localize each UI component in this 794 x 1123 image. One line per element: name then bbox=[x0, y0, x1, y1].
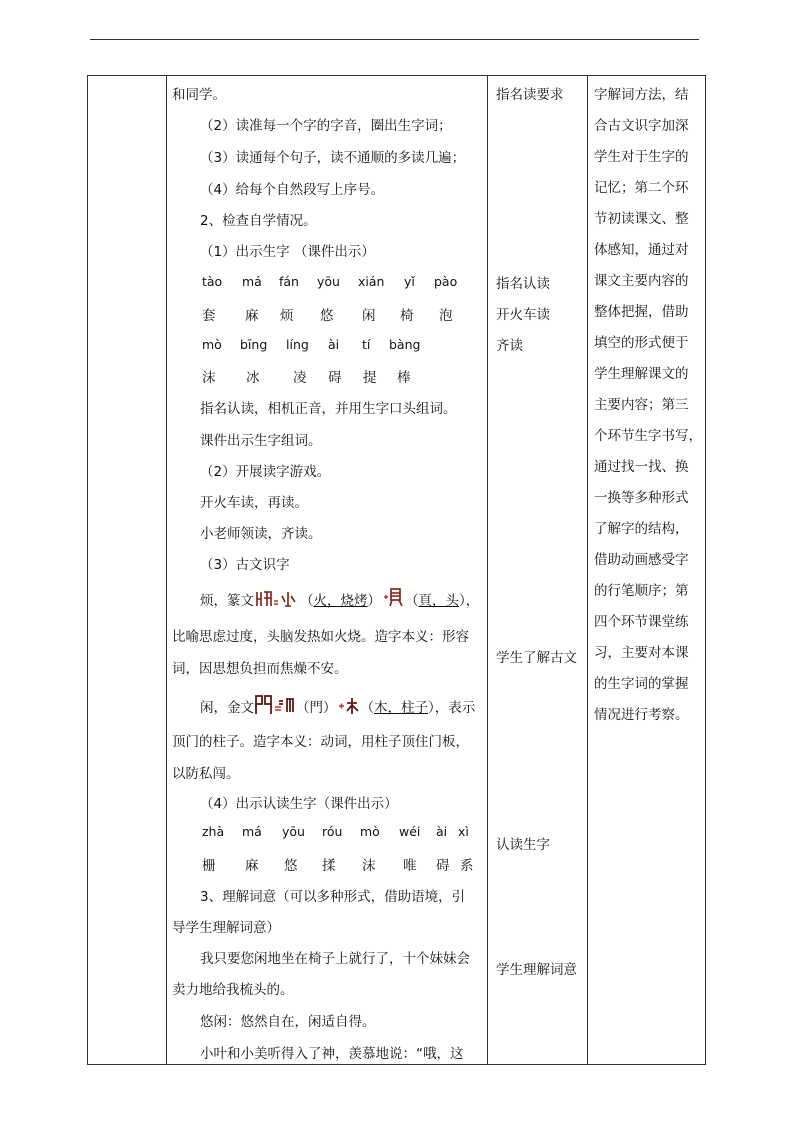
text-line: 小老师领读，齐读。 bbox=[200, 526, 322, 542]
text-line: （2）读准每一个字的字音，圈出生字词； bbox=[200, 118, 452, 134]
xian-text-b: （門） bbox=[296, 700, 337, 716]
xian-text-c: （ bbox=[360, 700, 374, 716]
seal-script-fan-fire-icon bbox=[255, 590, 299, 612]
text-line: 顶门的柱子。造字本义：动词，用柱子顶住门板， bbox=[172, 734, 469, 750]
pinyin-item: xián bbox=[358, 274, 385, 289]
activity-label: 指名读要求 bbox=[496, 87, 564, 103]
character-item: 揉 bbox=[322, 858, 336, 874]
activity-label: 指名认读 bbox=[496, 276, 550, 292]
activity-label: 开火车读 bbox=[496, 307, 550, 323]
text-line: 词，因思想负担而焦燥不安。 bbox=[172, 661, 348, 677]
text-line: 比喻思虑过度，头脑发热如火烧。造字本义：形容 bbox=[172, 629, 469, 645]
table-divider-1 bbox=[166, 75, 167, 1065]
note-line: 整体把握，借助 bbox=[594, 304, 689, 320]
text-line: 2、检查自学情况。 bbox=[200, 213, 317, 229]
character-item: 碍 bbox=[436, 858, 450, 874]
text-line: 以防私闯。 bbox=[172, 766, 240, 782]
pinyin-item: yǐ bbox=[404, 274, 415, 289]
character-item: 凌 bbox=[293, 370, 307, 386]
fan-text-d: ） bbox=[367, 593, 381, 609]
text-line: （4）给每个自然段写上序号。 bbox=[200, 182, 385, 198]
table-divider-3 bbox=[587, 75, 588, 1065]
pinyin-item: ài bbox=[328, 337, 340, 352]
character-item: 麻 bbox=[245, 858, 259, 874]
character-item: 栅 bbox=[202, 858, 216, 874]
note-line: 借助动画感受字 bbox=[594, 552, 689, 568]
fan-text-f: 頁，头 bbox=[418, 593, 459, 609]
pinyin-item: wéi bbox=[399, 824, 421, 839]
pinyin-item: tào bbox=[202, 274, 223, 289]
text-line: 我只要您闲地坐在椅子上就行了，十个妹妹会 bbox=[200, 951, 470, 967]
note-line: 个环节生字书写， bbox=[594, 428, 702, 444]
pinyin-item: líng bbox=[286, 337, 309, 352]
character-item: 冰 bbox=[246, 370, 260, 386]
pinyin-item: fán bbox=[279, 274, 299, 289]
fan-text-a: 烦，篆文 bbox=[200, 593, 254, 609]
text-line: 课件出示生字组词。 bbox=[200, 433, 322, 449]
note-line: 一换等多种形式 bbox=[594, 490, 689, 506]
character-item: 沫 bbox=[362, 858, 376, 874]
table-divider-2 bbox=[487, 75, 488, 1065]
note-line: 体感知，通过对 bbox=[594, 242, 689, 258]
pinyin-item: yōu bbox=[317, 274, 340, 289]
note-line: 合古文识字加深 bbox=[594, 118, 689, 134]
activity-label: 学生理解词意 bbox=[496, 962, 577, 978]
text-line: 导学生理解词意） bbox=[172, 920, 280, 936]
pinyin-item: pào bbox=[434, 274, 458, 289]
pinyin-item: ài bbox=[436, 824, 448, 839]
text-line: 小叶和小美听得入了神，羡慕地说：“哦，这 bbox=[200, 1046, 464, 1062]
character-item: 烦 bbox=[280, 308, 294, 324]
header-rule bbox=[90, 39, 699, 40]
activity-label: 齐读 bbox=[496, 338, 523, 354]
text-line: 卖力地给我梳头的。 bbox=[172, 982, 294, 998]
text-line: 和同学。 bbox=[172, 87, 226, 103]
note-line: 学生对于生字的 bbox=[594, 149, 689, 165]
note-line: 习，主要对本课 bbox=[594, 645, 689, 661]
activity-label: 学生了解古文 bbox=[496, 650, 577, 666]
note-line: 的生字词的掌握 bbox=[594, 676, 689, 692]
seal-script-ye-head-icon bbox=[382, 588, 404, 612]
note-line: 的行笔顺序；第 bbox=[594, 583, 689, 599]
note-line: 四个环节课堂练 bbox=[594, 614, 689, 630]
character-item: 提 bbox=[363, 370, 377, 386]
note-line: 了解字的结构， bbox=[594, 521, 689, 537]
text-line: 开火车读，再读。 bbox=[200, 495, 308, 511]
text-line: （3）古文识字 bbox=[200, 557, 290, 573]
xian-etymology-line bbox=[200, 695, 475, 719]
fan-text-b: （ bbox=[300, 593, 314, 609]
note-line: 课文主要内容的 bbox=[594, 273, 689, 289]
fan-etymology-line bbox=[200, 588, 479, 612]
xian-text-e: ），表示 bbox=[428, 700, 476, 716]
text-line: （4）出示认读生字（课件出示） bbox=[200, 796, 398, 812]
character-item: 沫 bbox=[202, 370, 216, 386]
pinyin-item: yōu bbox=[282, 824, 305, 839]
fan-text-g: ）， bbox=[459, 593, 480, 609]
character-item: 套 bbox=[202, 308, 216, 324]
bronze-script-mu-wood-icon bbox=[338, 697, 360, 719]
note-line: 通过找一找、换 bbox=[594, 459, 689, 475]
note-line: 主要内容；第三 bbox=[594, 397, 689, 413]
pinyin-item: má bbox=[242, 274, 262, 289]
character-item: 悠 bbox=[320, 308, 334, 324]
note-line: 记忆；第二个环 bbox=[594, 180, 689, 196]
pinyin-item: xì bbox=[458, 824, 469, 839]
xian-text-a: 闲，金文 bbox=[200, 700, 254, 716]
pinyin-item: bīng bbox=[240, 337, 268, 352]
character-item: 椅 bbox=[400, 308, 414, 324]
fan-text-c: 火，烧烤 bbox=[313, 593, 368, 609]
character-item: 悠 bbox=[284, 858, 298, 874]
text-line: 3、理解词意（可以多种形式，借助语境，引 bbox=[200, 889, 466, 905]
note-line: 字解词方法，结 bbox=[594, 87, 689, 103]
text-line: （3）读通每个句子，读不通顺的多读几遍； bbox=[200, 150, 466, 166]
pinyin-item: mò bbox=[360, 824, 380, 839]
pinyin-item: má bbox=[242, 824, 262, 839]
pinyin-item: róu bbox=[322, 824, 343, 839]
note-line: 学生理解课文的 bbox=[594, 366, 689, 382]
text-line: （1）出示生字 （课件出示） bbox=[200, 244, 375, 260]
character-item: 系 bbox=[460, 858, 474, 874]
character-item: 闲 bbox=[362, 308, 376, 324]
pinyin-item: tí bbox=[362, 337, 371, 352]
bronze-script-xian-gate-icon bbox=[255, 695, 295, 719]
character-item: 碍 bbox=[328, 370, 342, 386]
note-line: 节初读课文、整 bbox=[594, 211, 689, 227]
pinyin-item: mò bbox=[202, 337, 222, 352]
pinyin-item: zhà bbox=[202, 824, 225, 839]
activity-label: 认读生字 bbox=[496, 837, 550, 853]
character-item: 棒 bbox=[397, 370, 411, 386]
text-line: （2）开展读字游戏。 bbox=[200, 464, 331, 480]
character-item: 麻 bbox=[245, 308, 259, 324]
xian-text-d: 木，柱子 bbox=[374, 700, 428, 716]
text-line: 悠闲：悠然自在，闲适自得。 bbox=[200, 1014, 376, 1030]
pinyin-item: bàng bbox=[389, 337, 421, 352]
text-line: 指名认读，相机正音，并用生字口头组词。 bbox=[200, 401, 457, 417]
note-line: 填空的形式便于 bbox=[594, 335, 689, 351]
fan-text-e: （ bbox=[405, 593, 419, 609]
character-item: 泡 bbox=[439, 308, 453, 324]
note-line: 情况进行考察。 bbox=[594, 707, 689, 723]
character-item: 唯 bbox=[403, 858, 417, 874]
